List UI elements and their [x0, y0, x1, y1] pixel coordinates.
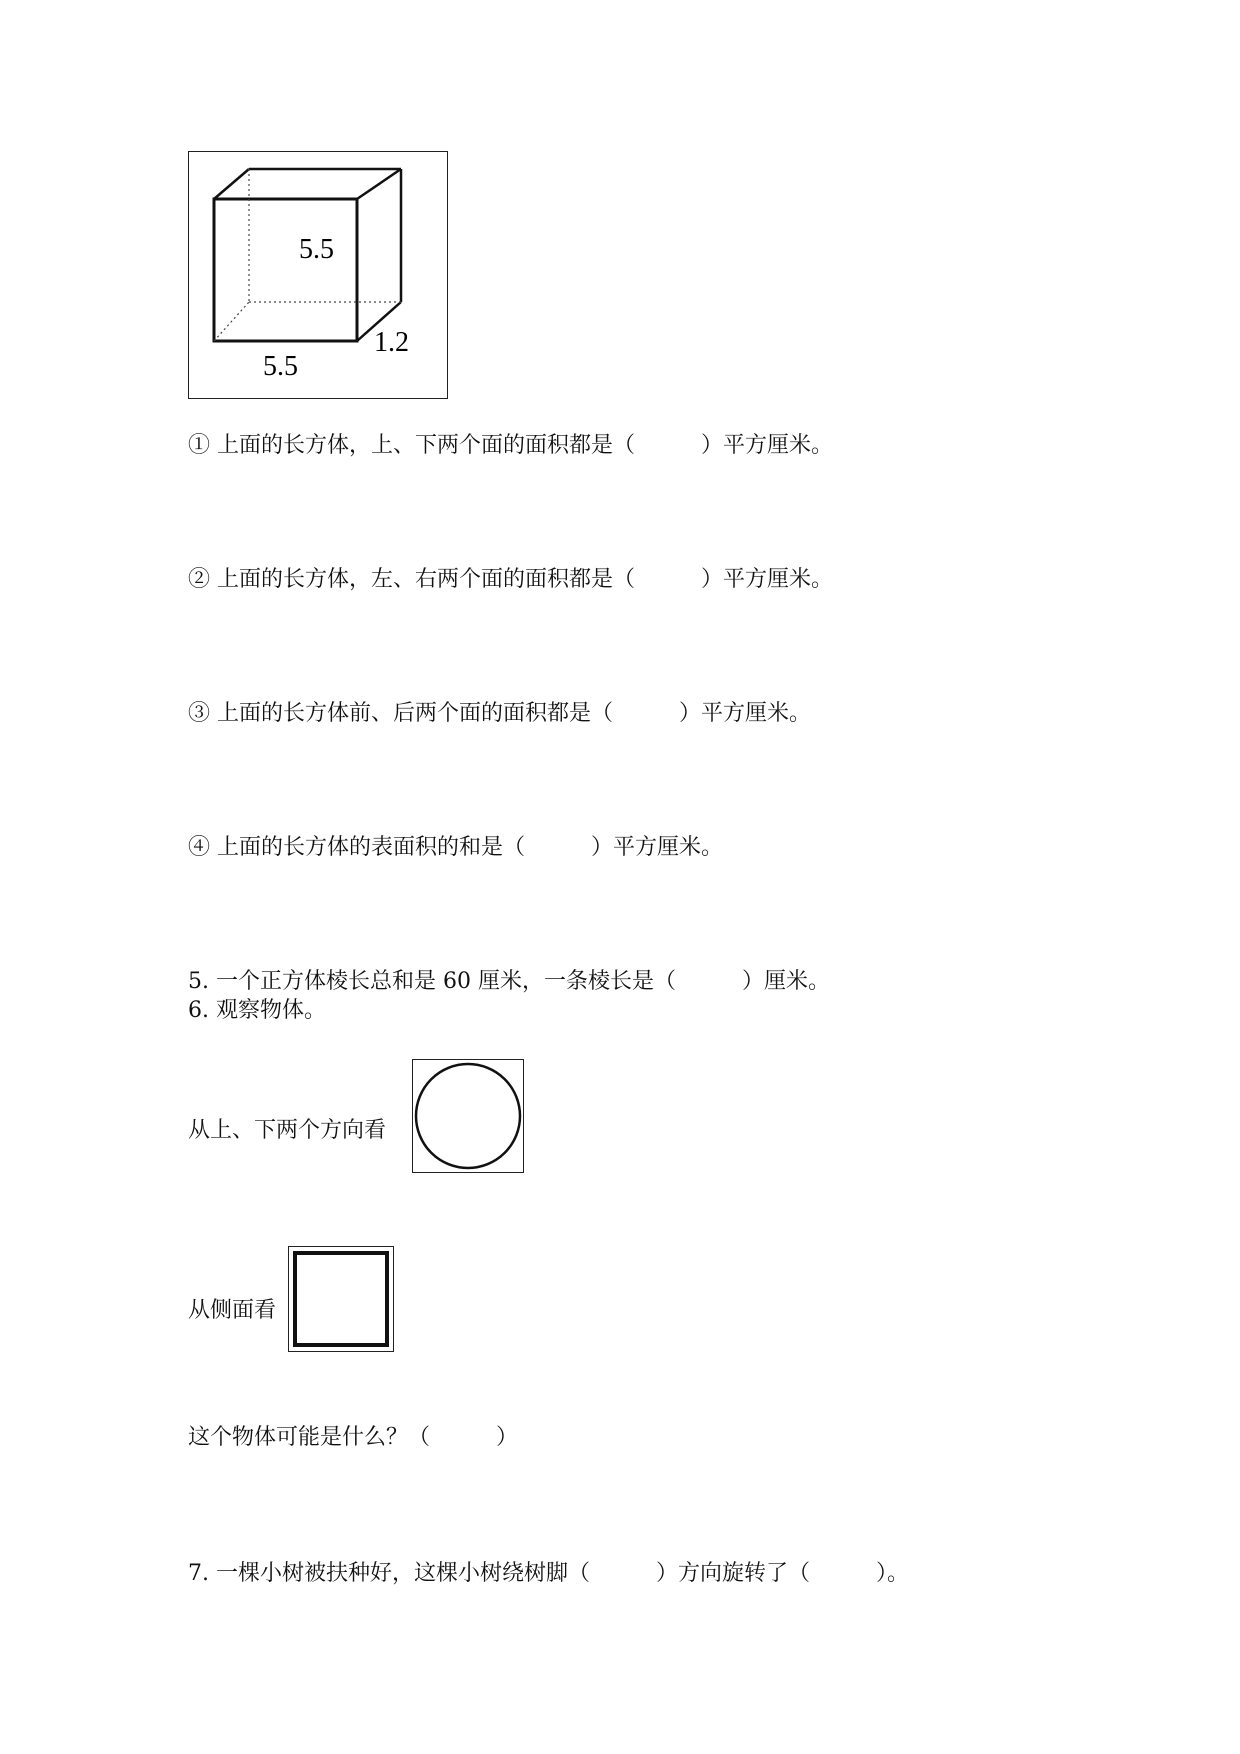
question-5: 5. 一个正方体棱长总和是 60 厘米，一条棱长是（ ）厘米。 [188, 969, 830, 994]
cuboid-edge [357, 169, 401, 199]
question-4-3: ③ 上面的长方体前、后两个面的面积都是（ ）平方厘米。 [188, 701, 811, 726]
question-7: 7. 一棵小树被扶种好，这棵小树绕树脚（ ）方向旋转了（ ）。 [188, 1561, 909, 1586]
question-6-ask: 这个物体可能是什么？（ ） [188, 1425, 519, 1450]
square-view [289, 1247, 393, 1351]
top-view-label: 从上、下两个方向看 [188, 1118, 387, 1143]
circle-shape [416, 1064, 520, 1168]
question-4-1: ① 上面的长方体，上、下两个面的面积都是（ ）平方厘米。 [188, 433, 833, 458]
square-shape [295, 1253, 387, 1345]
cuboid-hidden-edge [214, 302, 249, 341]
cuboid-edge [214, 169, 249, 199]
question-6: 6. 观察物体。 [188, 998, 326, 1023]
length-label: 5.5 [263, 351, 298, 382]
question-4-4: ④ 上面的长方体的表面积的和是（ ）平方厘米。 [188, 835, 723, 860]
top-view-figure [412, 1059, 524, 1173]
question-4-2: ② 上面的长方体，左、右两个面的面积都是（ ）平方厘米。 [188, 567, 833, 592]
height-label: 5.5 [299, 234, 334, 265]
side-view-figure [288, 1246, 394, 1352]
circle-view [413, 1060, 523, 1172]
cuboid-front-face [214, 199, 357, 341]
side-view-label: 从侧面看 [188, 1298, 277, 1323]
width-label: 1.2 [374, 327, 409, 358]
cuboid-drawing [189, 152, 447, 398]
cuboid-figure [188, 151, 448, 399]
